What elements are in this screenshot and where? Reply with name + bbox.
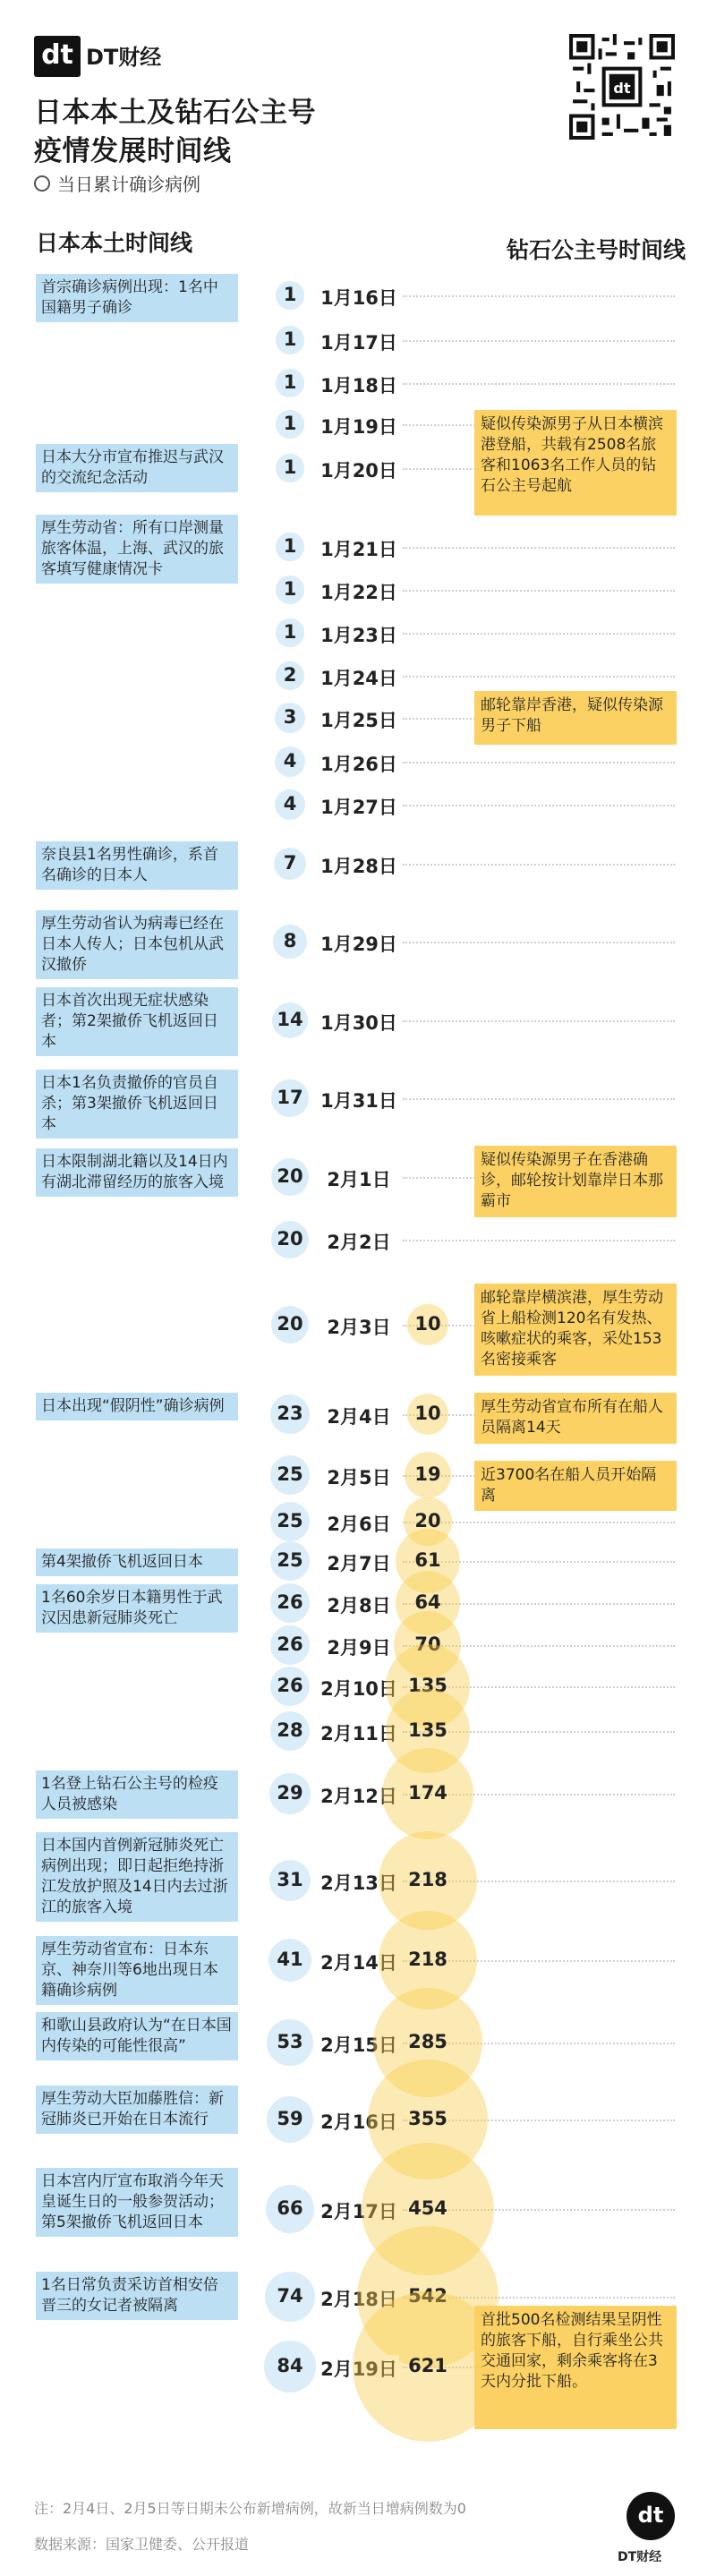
japan-count: 1 [283,284,297,305]
ship-count: 218 [408,1949,448,1970]
svg-text:dt: dt [613,79,631,97]
japan-count: 1 [283,371,297,393]
japan-event-note: 奈良县1名男性确诊，系首名确诊的日本人 [36,841,238,890]
date-label: 1月27日 [319,793,399,820]
japan-count: 29 [277,1782,303,1804]
qr-code-icon [569,34,675,140]
ship-count: 135 [408,1719,448,1741]
ship-count: 218 [408,1869,448,1890]
date-label: 2月14日 [319,1949,399,1975]
ship-event-note: 邮轮靠岸香港，疑似传染源男子下船 [474,691,677,745]
japan-count: 2 [283,664,297,686]
guide-line [403,864,675,866]
date-label: 2月9日 [319,1633,399,1660]
ship-count: 135 [408,1675,448,1696]
date-label: 2月17日 [319,2197,399,2224]
date-label: 2月13日 [319,1869,399,1896]
guide-line [403,383,675,385]
ship-count: 355 [408,2108,448,2129]
date-label: 2月11日 [319,1719,399,1746]
date-label: 2月16日 [319,2108,399,2135]
ship-count: 454 [408,2197,448,2219]
ship-count: 285 [408,2031,448,2052]
japan-event-note: 厚生劳动省宣布：日本东京、神奈川等6地出现日本籍确诊病例 [36,1936,238,2005]
japan-event-note: 厚生劳动省：所有口岸测量旅客体温，上海、武汉的旅客填写健康情况卡 [36,515,238,584]
ship-count: 64 [414,1591,441,1613]
legend-label: 当日累计确诊病例 [57,174,200,195]
ship-count: 621 [408,2355,448,2376]
date-label: 1月16日 [319,284,399,311]
guide-line [403,295,675,297]
ship-event-note: 首批500名检测结果呈阴性的旅客下船，自行乘坐公共交通回家，剩余乘客将在3天内分批下船。 [474,2306,677,2429]
footer-brand: DT财经 [618,2550,662,2564]
japan-count: 74 [277,2285,303,2307]
date-label: 2月5日 [319,1463,399,1490]
date-label: 2月2日 [319,1228,399,1255]
ship-event-note: 邮轮靠岸横滨港，厚生劳动省上船检测120名有发热、咳嗽症状的乘客，采处153名密接乘客 [474,1284,677,1376]
japan-count: 25 [277,1463,303,1485]
japan-event-note: 日本出现“假阴性”确诊病例 [36,1393,238,1420]
footer-logo: dt [626,2492,675,2540]
date-label: 1月17日 [319,328,399,355]
date-label: 1月29日 [319,930,399,957]
guide-line [403,340,675,342]
japan-count: 59 [277,2108,303,2129]
japan-count: 31 [277,1869,303,1890]
ship-count: 61 [414,1549,441,1571]
japan-event-note: 1名登上钻石公主号的检疫人员被感染 [36,1770,238,1819]
ship-event-note: 疑似传染源男子在香港确诊，邮轮按计划靠岸日本那霸市 [474,1146,677,1217]
japan-count: 23 [277,1403,303,1424]
date-label: 2月12日 [319,1782,399,1809]
left-column-title: 日本本土时间线 [36,230,193,256]
japan-event-note: 首宗确诊病例出现：1名中国籍男子确诊 [36,274,238,322]
ship-count: 70 [414,1633,441,1655]
japan-event-note: 日本国内首例新冠肺炎死亡病例出现；即日起拒绝持浙江发放护照及14日内去过浙江的旅客入境 [36,1832,238,1922]
date-label: 2月15日 [319,2031,399,2058]
japan-count: 20 [277,1313,303,1335]
legend [34,170,200,196]
japan-count: 14 [277,1009,303,1030]
japan-event-note: 日本宫内厅宣布取消今年天皇诞生日的一般参贺活动；第5架撤侨飞机返回日本 [36,2168,238,2237]
japan-event-note: 和歌山县政府认为“在日本国内传染的可能性很高” [36,2012,238,2060]
date-label: 2月8日 [319,1591,399,1618]
guide-line [403,1098,675,1100]
date-label: 1月21日 [319,535,399,562]
guide-line [403,547,675,549]
date-label: 1月30日 [319,1009,399,1036]
ship-count: 20 [414,1510,441,1531]
ship-count: 19 [414,1463,441,1485]
japan-count: 1 [283,621,297,643]
japan-count: 7 [283,852,297,874]
ship-count: 174 [408,1782,448,1804]
japan-count: 20 [277,1165,303,1187]
date-label: 2月6日 [319,1510,399,1537]
japan-count: 25 [277,1510,303,1531]
date-label: 2月18日 [319,2285,399,2312]
date-label: 1月22日 [319,578,399,605]
date-label: 1月18日 [319,371,399,398]
japan-event-note: 1名日常负责采访首相安倍晋三的女记者被隔离 [36,2272,238,2320]
guide-line [403,1020,675,1022]
japan-count: 53 [277,2031,303,2052]
date-label: 1月19日 [319,413,399,439]
legend-circle-icon [34,175,50,192]
brand-logo: dt [34,36,81,77]
date-label: 2月1日 [319,1165,399,1192]
ship-count: 10 [414,1313,441,1335]
japan-count: 66 [277,2197,303,2219]
ship-event-note: 近3700名在船人员开始隔离 [474,1461,677,1511]
japan-count: 84 [277,2355,303,2376]
ship-count: 542 [408,2285,448,2307]
japan-event-note: 厚生劳动省认为病毒已经在日本人传人；日本包机从武汉撤侨 [36,910,238,979]
japan-event-note: 第4架撤侨飞机返回日本 [36,1548,238,1576]
footnote: 注：2月4日、2月5日等日期未公布新增病例，故新当日增病例数为0 [34,2500,466,2517]
japan-event-note: 日本大分市宣布推迟与武汉的交流纪念活动 [36,444,238,492]
page-title-line-2: 疫情发展时间线 [34,135,232,167]
guide-line [403,942,675,943]
japan-count: 28 [277,1719,303,1741]
ship-event-note: 厚生劳动省宣布所有在船人员隔离14天 [474,1393,677,1444]
date-label: 2月3日 [319,1313,399,1340]
japan-count: 8 [283,930,297,951]
japan-count: 1 [283,578,297,600]
japan-count: 20 [277,1228,303,1250]
japan-count: 26 [277,1675,303,1696]
guide-line [403,676,675,678]
ship-count: 10 [414,1403,441,1424]
right-column-title: 钻石公主号时间线 [507,237,686,263]
japan-count: 1 [283,535,297,557]
japan-count: 1 [283,328,297,350]
japan-event-note: 厚生劳动大臣加藤胜信：新冠肺炎已开始在日本流行 [36,2086,238,2134]
japan-count: 1 [283,456,297,478]
brand-name: DT财经 [86,45,162,70]
japan-count: 3 [283,706,297,728]
japan-count: 26 [277,1633,303,1655]
japan-event-note: 日本首次出现无症状感染者；第2架撤侨飞机返回日本 [36,987,238,1056]
japan-count: 4 [283,750,297,772]
ship-event-note: 疑似传染源男子从日本横滨港登船，共载有2508名旅客和1063名工作人员的钻石公主号起航 [474,410,677,516]
date-label: 1月20日 [319,456,399,483]
japan-count: 1 [283,413,297,434]
japan-count: 25 [277,1549,303,1571]
guide-line [403,762,675,763]
guide-line [403,805,675,806]
date-label: 2月4日 [319,1403,399,1429]
japan-event-note: 日本限制湖北籍以及14日内有湖北滞留经历的旅客入境 [36,1148,238,1197]
date-label: 1月31日 [319,1087,399,1113]
date-label: 2月19日 [319,2355,399,2382]
date-label: 2月10日 [319,1675,399,1702]
date-label: 1月25日 [319,706,399,733]
japan-count: 4 [283,793,297,815]
japan-count: 26 [277,1591,303,1613]
date-label: 1月23日 [319,621,399,648]
date-label: 2月7日 [319,1549,399,1576]
guide-line [403,1240,675,1241]
page-title-line-1: 日本本土及钻石公主号 [34,97,316,129]
japan-event-note: 1名60余岁日本籍男性于武汉因患新冠肺炎死亡 [36,1584,238,1633]
japan-count: 17 [277,1087,303,1108]
japan-event-note: 日本1名负责撤侨的官员自杀；第3架撤侨飞机返回日本 [36,1070,238,1139]
date-label: 1月28日 [319,852,399,879]
date-label: 1月26日 [319,750,399,777]
japan-count: 41 [277,1949,303,1970]
data-source: 数据来源：国家卫健委、公开报道 [34,2536,250,2553]
guide-line [403,633,675,635]
guide-line [403,590,675,592]
date-label: 1月24日 [319,664,399,691]
